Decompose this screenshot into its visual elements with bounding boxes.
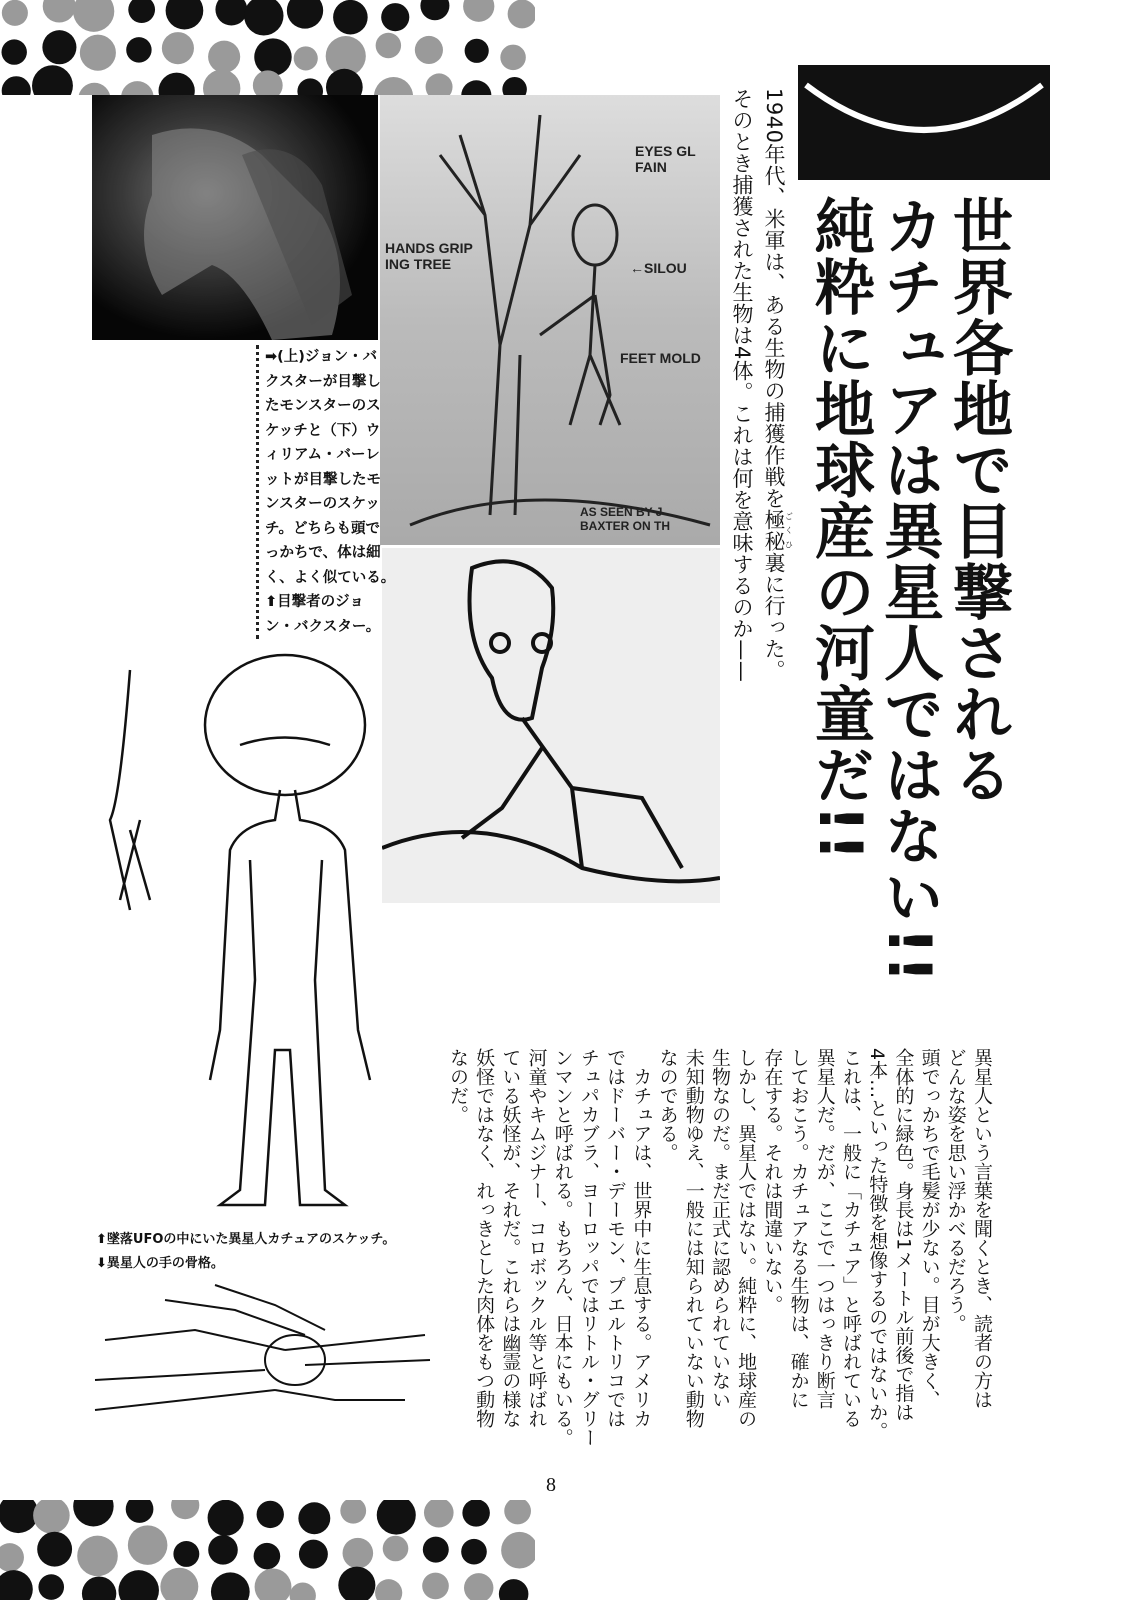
caption-line: ⬆目撃者のジョ <box>265 594 364 610</box>
body-column: ている妖怪が、それだ。これらは幽霊の様な <box>499 1048 522 1428</box>
decorative-dot <box>203 70 240 95</box>
decorative-dot <box>333 0 368 34</box>
body-column: 全体的に緑色。身長は1メートル前後で指は <box>892 1048 915 1422</box>
headline-line-2: カチュアは異星人ではない!! <box>874 195 944 984</box>
body-column: 4本…といった特徴を想像するのではないか。 <box>866 1048 889 1441</box>
decorative-dot <box>326 69 363 95</box>
decorative-dot <box>465 39 489 63</box>
decorative-dot <box>500 45 525 70</box>
decorative-dot <box>244 0 283 35</box>
decorative-dot <box>2 0 28 26</box>
decorative-dot <box>508 0 535 28</box>
decorative-dot <box>298 1502 330 1534</box>
header-graphic-box <box>798 65 1050 180</box>
decorative-dot <box>299 1540 328 1569</box>
label-seen-by: AS SEEN BY J BAXTER ON TH <box>580 505 670 533</box>
decorative-dot <box>374 77 413 95</box>
decorative-dot <box>73 1500 113 1526</box>
decorative-dot <box>211 1572 250 1600</box>
headline-line-3: 純粋に地球産の河童だ!! <box>805 195 875 862</box>
decorative-dot <box>128 1525 168 1565</box>
decorative-dot <box>118 1570 159 1600</box>
decorative-dot <box>1 39 26 64</box>
body-column: チュパカブラ、ヨーロッパではリトル・グリー <box>577 1048 600 1447</box>
body-column: 異星人だ。だが、ここで一つはっきり断言 <box>813 1048 836 1409</box>
body-column: しかし、異星人ではない。純粋に、地球産の <box>735 1048 758 1428</box>
decorative-dot <box>462 1500 490 1527</box>
photo-caption <box>256 345 405 639</box>
decorative-dot <box>0 1543 24 1572</box>
decorative-dot <box>461 80 491 95</box>
subheadline-text: 1940年代、米軍は、ある生物の捕獲作戦を <box>762 88 786 509</box>
body-column: 異星人という言葉を聞くとき、読者の方は <box>971 1048 993 1409</box>
decorative-dot <box>121 81 153 95</box>
decorative-dot <box>297 78 323 95</box>
caption-line: ン・バクスター。 <box>265 618 381 635</box>
caption-line: クスターが目撃し <box>265 373 381 390</box>
body-column: 妖怪ではなく、れっきとした肉体をもつ動物 <box>473 1048 496 1428</box>
decorative-dot <box>77 1536 118 1577</box>
label-feet: FEET MOLD <box>620 350 701 366</box>
decorative-dot <box>340 1500 366 1524</box>
hand-skeleton-illustration <box>85 1280 435 1430</box>
decorative-dot <box>208 41 240 73</box>
decorative-dot <box>424 1500 454 1527</box>
decorative-dot <box>383 1536 409 1562</box>
body-column: なのだ。 <box>446 1048 469 1124</box>
body-column: 生物なのだ。まだ正式に認められていない <box>708 1048 731 1409</box>
caption-line: ットが目撃したモ <box>265 471 381 488</box>
decorative-dot <box>159 73 195 95</box>
decorative-dot <box>0 1570 33 1600</box>
caption-hand-skeleton: ⬇異星人の手の骨格。 <box>96 1256 224 1271</box>
subheadline-line-1 <box>762 88 793 681</box>
decorative-dot <box>338 1567 375 1600</box>
decorative-dot <box>160 1568 198 1600</box>
decorative-dot <box>423 1537 449 1563</box>
decorative-dot <box>82 1576 116 1600</box>
decorative-dot <box>42 30 76 64</box>
article-body <box>440 1048 995 1458</box>
ruby-reading: ごくひ <box>784 508 794 552</box>
monster-sketch-baxter <box>380 95 720 545</box>
decorative-dot <box>208 1535 238 1565</box>
body-column: ンマンと呼ばれる。もちろん、日本にもいる。 <box>551 1048 574 1447</box>
subheadline-line-2: そのとき捕獲された生物は4体。これは何を意味するのか—— <box>730 88 754 683</box>
decorative-dot <box>126 1500 154 1523</box>
body-column: どんな姿を思い浮かべるだろう。 <box>944 1048 967 1333</box>
decorative-dot-pattern-bottom <box>0 1500 535 1600</box>
decorative-dot <box>464 1573 493 1600</box>
decorative-dot <box>461 1539 487 1565</box>
body-column: 存在する。それは間違いない。 <box>761 1048 784 1314</box>
decorative-dot <box>73 0 114 32</box>
decorative-dot <box>208 1500 244 1536</box>
witness-photo <box>92 95 378 340</box>
decorative-dot <box>422 1573 449 1600</box>
body-column: カチュアは、世界中に生息する。アメリカ <box>630 1067 653 1428</box>
body-column: しておこう。カチュアなる生物は、確かに <box>787 1048 810 1409</box>
decorative-dot <box>502 77 527 95</box>
decorative-dot <box>381 3 409 31</box>
decorative-dot <box>501 1532 535 1569</box>
decorative-dot <box>343 1538 374 1569</box>
decorative-dot <box>0 1500 38 1533</box>
decorative-dot <box>294 46 318 70</box>
alien-kachua-sketch <box>90 650 390 1220</box>
label-eyes: EYES GL FAIN <box>635 143 696 175</box>
decorative-dot <box>37 1532 72 1567</box>
decorative-dot <box>215 0 247 25</box>
decorative-dot <box>38 1574 64 1600</box>
caption-line: っかちで、体は細 <box>265 545 381 561</box>
decorative-dot <box>173 1541 199 1567</box>
page-number: 8 <box>546 1474 556 1496</box>
decorative-dot <box>33 1500 70 1534</box>
decorative-dot <box>376 33 401 58</box>
decorative-dot <box>32 65 73 95</box>
ruby-base: 極秘 <box>762 508 786 552</box>
label-silhouette: ←SILOU <box>630 260 687 276</box>
decorative-dot <box>375 1579 402 1600</box>
label-hands: HANDS GRIP ING TREE <box>385 240 473 272</box>
decorative-dot <box>499 1579 529 1600</box>
decorative-dot <box>290 1582 316 1600</box>
decorative-dot <box>463 0 494 22</box>
decorative-dot <box>78 83 110 95</box>
decorative-dot <box>257 1501 284 1528</box>
caption-alien-sketch: ⬆墜落UFOの中にいた異星人カチュアのスケッチ。 <box>96 1232 396 1247</box>
decorative-dot <box>128 0 155 23</box>
decorative-dot <box>43 0 76 23</box>
decorative-dot-pattern-top <box>0 0 535 95</box>
decorative-dot <box>377 1500 416 1535</box>
decorative-dot <box>504 1500 531 1524</box>
decorative-dot <box>171 1500 199 1519</box>
body-column: 頭でっかちで毛髪が少ない。目が大きく、 <box>918 1048 941 1409</box>
headline-line-1: 世界各地で目撃される <box>943 195 1013 805</box>
caption-line: く、よく似ている。 <box>265 569 396 586</box>
caption-line: ンスターのスケッ <box>265 496 380 512</box>
decorative-dot <box>254 1543 281 1570</box>
subheadline-text: 裏に行った。 <box>762 551 786 681</box>
body-column: ではドーバー・デーモン、プエルトリコでは <box>604 1048 627 1428</box>
decorative-dot <box>254 38 291 75</box>
body-column: これは、一般に「カチュア」と呼ばれている <box>839 1048 862 1428</box>
monster-sketch-barrett <box>382 548 720 903</box>
decorative-dot <box>415 36 443 64</box>
caption-line: チ。どちらも頭で <box>265 520 380 537</box>
body-column: 未知動物ゆえ、一般には知られていない動物 <box>682 1048 705 1428</box>
decorative-dot <box>287 0 323 29</box>
decorative-dot <box>426 73 453 95</box>
caption-line: ィリアム・バーレ <box>265 447 380 463</box>
caption-line: ケッチと（下）ウ <box>265 422 381 439</box>
decorative-dot <box>2 76 31 95</box>
decorative-dot <box>126 37 151 62</box>
decorative-dot <box>80 35 116 71</box>
caption-line: ➡(上)ジョン・バ <box>265 349 378 365</box>
decorative-dot <box>420 0 449 20</box>
body-column: 河童やキムジナー、コロボックル等と呼ばれ <box>525 1048 548 1428</box>
decorative-dot <box>166 0 204 29</box>
decorative-dot <box>162 32 194 64</box>
body-column: なのである。 <box>656 1048 679 1162</box>
decorative-dot <box>255 1569 292 1600</box>
caption-line: たモンスターのス <box>265 398 381 414</box>
